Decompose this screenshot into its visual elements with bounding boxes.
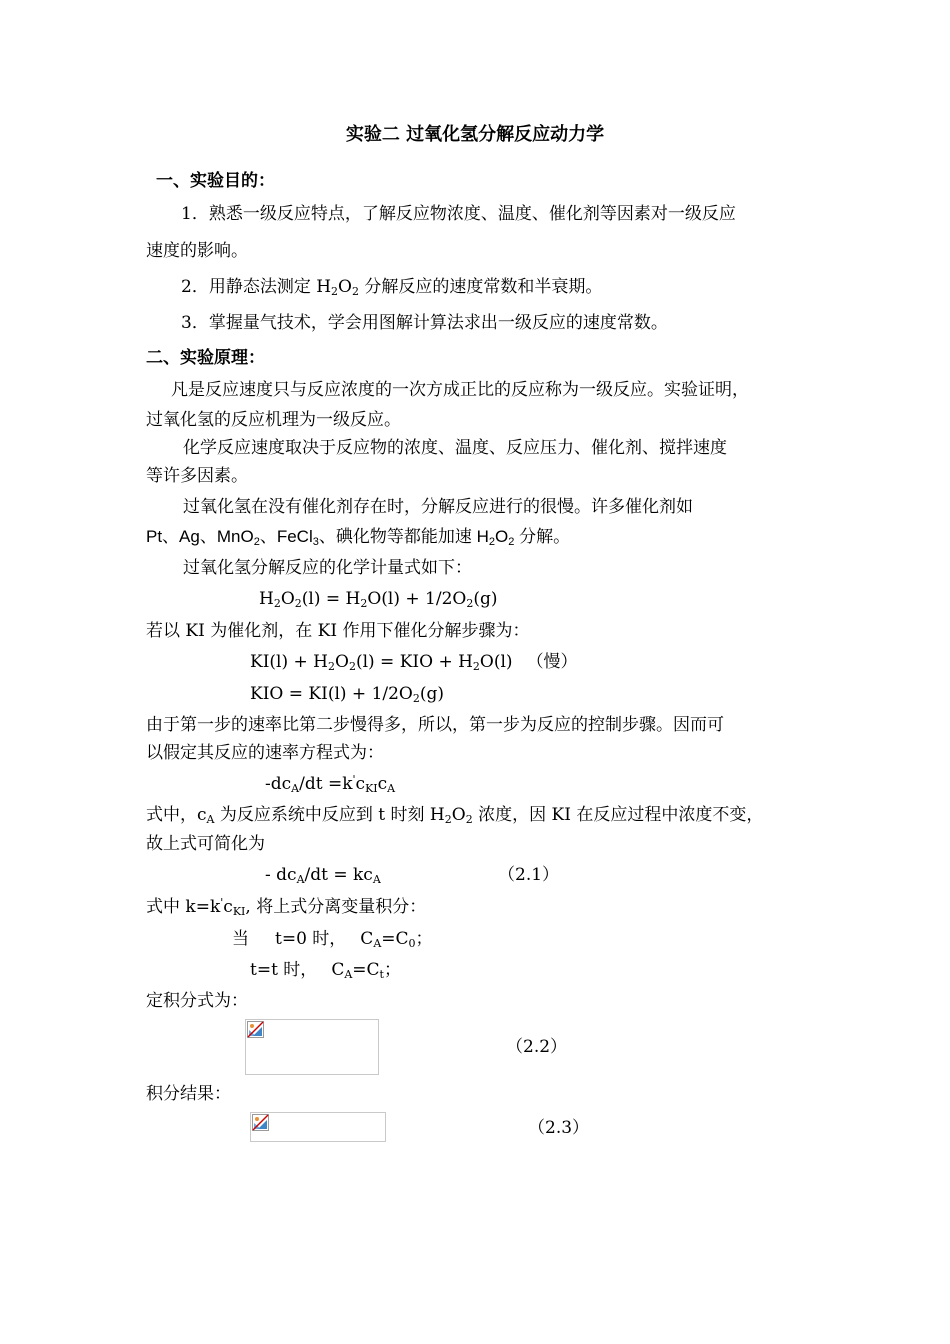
principle-p8: 式中 $k=k'c_{KI}$, 将上式分离变量积分： (146, 896, 427, 918)
principle-p7-line2: 故上式可简化为 (146, 834, 265, 854)
principle-p9: 定积分式为： (146, 991, 248, 1011)
principle-p6-line1: 由于第一步的速率比第二步慢得多，所以，第一步为反应的控制步骤。因而可 (146, 715, 724, 735)
objective-3: 3．掌握量气技术，学会用图解计算法求出一级反应的速度常数。 (181, 313, 668, 333)
objective-2: 2．用静态法测定 $H_2O_2$ 分解反应的速度常数和半衰期。 (181, 277, 603, 298)
principle-p5: 若以 KI 为催化剂，在 KI 作用下催化分解步骤为： (146, 621, 530, 641)
section1-heading: 一、实验目的： (156, 171, 275, 191)
equation-stoichiometry: $H_2O_2(l) = H_2O(l) + 1/2O_2(g)$ (259, 589, 498, 610)
principle-p2-line1: 化学反应速度取决于反应物的浓度、温度、反应压力、催化剂、搅拌速度 (183, 438, 727, 458)
equation-2-3-image (250, 1112, 386, 1142)
equation-number-2-1: （2.1） (498, 865, 560, 885)
objective-1-line2: 速度的影响。 (146, 241, 248, 261)
equation-number-2-3: （2.3） (528, 1118, 590, 1138)
equation-step1: $KI(l) + H_2O_2(l)$ = KIO + $H_2O(l)$ （慢） (250, 652, 578, 673)
principle-p3-line2: Pt、Ag、MnO$_2$、FeCl$_3$、碘化物等都能加速 $H_2O_2$ 分解。 (146, 527, 571, 548)
section2-heading: 二、实验原理： (146, 348, 265, 368)
principle-p7-line1: 式中，$c_A$ 为反应系统中反应到 t 时刻 $H_2O_2$ 浓度，因 KI 在反应过程中浓度不变， (146, 805, 764, 826)
principle-p2-line2: 等许多因素。 (146, 466, 248, 486)
condition-tt: t=t 时， $C_A=C_t$； (250, 960, 401, 981)
principle-p4: 过氧化氢分解反应的化学计量式如下： (183, 558, 472, 578)
principle-p1-line2: 过氧化氢的反应机理为一级反应。 (146, 410, 401, 430)
equation-rate: $-dc_A/dt =k'c_{KI}c_A$ (265, 773, 396, 795)
principle-p3-line1: 过氧化氢在没有催化剂存在时，分解反应进行的很慢。许多催化剂如 (183, 497, 693, 517)
principle-p10: 积分结果： (146, 1084, 231, 1104)
page-title: 实验二 过氧化氢分解反应动力学 (345, 124, 605, 145)
broken-image-icon (252, 1114, 269, 1131)
condition-t0: 当 t=0 时， $C_A=C_0$； (232, 929, 433, 950)
broken-image-icon (247, 1021, 264, 1038)
equation-step2: KIO = $KI(l) + 1/2O_2(g)$ (250, 684, 445, 705)
equation-number-2-2: （2.2） (506, 1037, 568, 1057)
objective-1-line1: 1．熟悉一级反应特点，了解反应物浓度、温度、催化剂等因素对一级反应 (181, 204, 736, 224)
principle-p1-line1: 凡是反应速度只与反应浓度的一次方成正比的反应称为一级反应。实验证明， (171, 380, 749, 400)
equation-2-1: - $dc_A/dt = kc_A$ (265, 865, 381, 886)
equation-2-2-image (245, 1019, 379, 1075)
principle-p6-line2: 以假定其反应的速率方程式为： (146, 743, 384, 763)
